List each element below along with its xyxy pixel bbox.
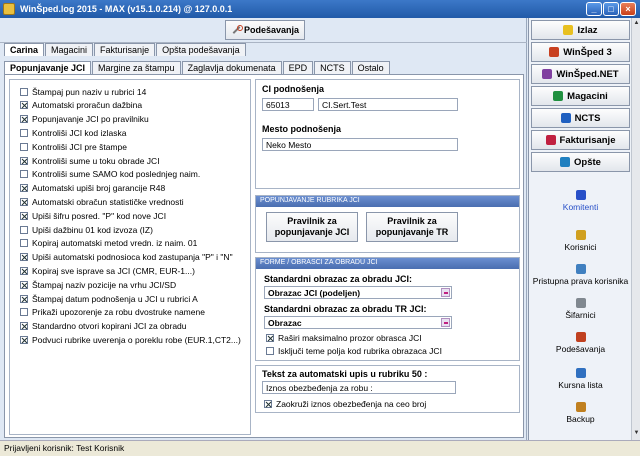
nav-button-label: Opšte bbox=[574, 156, 601, 168]
checkbox-checked[interactable] bbox=[20, 198, 28, 206]
pravilnik-jci-line2: popunjavanje JCI bbox=[274, 227, 350, 237]
rubrika50-label: Tekst za automatski upis u rubriku 50 : bbox=[262, 369, 428, 379]
jci-option-row[interactable] bbox=[20, 252, 233, 263]
nav-button-op-te[interactable] bbox=[531, 152, 630, 172]
checkbox-unchecked[interactable] bbox=[20, 170, 28, 178]
jci-option-label: Kontroliši JCI kod izlaska bbox=[32, 127, 127, 138]
jci-option-row[interactable] bbox=[20, 265, 195, 276]
jci-option-label: Popunjavanje JCI po pravilniku bbox=[32, 114, 149, 125]
rubrika-group-title: POPUNJAVANJE RUBRIKA JCI bbox=[256, 196, 519, 207]
jci-option-label: Podvuci rubrike uverenja o poreklu robe (EUR.1,CT2...) bbox=[32, 334, 241, 345]
iskljuci-teme-label: Isključi teme polja kod rubrika obrazaca JCI bbox=[278, 345, 442, 356]
jci-option-label: Štampaj pun naziv u rubrici 14 bbox=[32, 86, 147, 97]
jci-option-row[interactable] bbox=[20, 114, 149, 125]
checkbox-checked[interactable] bbox=[20, 322, 28, 330]
window-title: WinŠped.log 2015 - MAX (v15.1.0.214) @ 127.0.0.1 bbox=[20, 4, 233, 14]
mesto-podnosenja-label: Mesto podnošenja bbox=[262, 124, 342, 134]
jci-option-label: Upiši šifru posred. "P" kod nove JCI bbox=[32, 210, 167, 221]
sidebar-item-backup[interactable] bbox=[531, 402, 630, 424]
nav-button-label: Fakturisanje bbox=[559, 134, 616, 146]
jci-settings-panel bbox=[4, 74, 524, 438]
ncts-icon bbox=[561, 113, 571, 123]
pravilnik-tr-line1: Pravilnik za bbox=[387, 216, 437, 226]
sidebar-item-kursna-lista[interactable] bbox=[531, 368, 630, 390]
jci-option-row[interactable] bbox=[20, 155, 160, 166]
checkbox-checked[interactable] bbox=[20, 267, 28, 275]
warehouse-icon bbox=[553, 91, 563, 101]
jci-option-label: Štampaj naziv pozicije na vrhu JCI/SD bbox=[32, 279, 177, 290]
net-icon bbox=[542, 69, 552, 79]
exit-icon bbox=[563, 25, 573, 35]
sidebar-item-label: Korisnici bbox=[564, 242, 597, 252]
status-text: Prijavljeni korisnik: Test Korisnik bbox=[4, 443, 125, 453]
jci-option-row[interactable] bbox=[20, 183, 165, 194]
settings-header bbox=[225, 20, 305, 40]
pravilnik-tr-button[interactable] bbox=[366, 212, 458, 242]
tab-zaglavlja[interactable]: Zaglavlja dokumenata bbox=[182, 61, 282, 74]
nav-button-label: Magacini bbox=[567, 90, 608, 102]
wrench-icon bbox=[231, 25, 241, 35]
sidebar-item-label: Backup bbox=[566, 414, 595, 424]
jci-option-label: Automatski obračun statističke vrednosti bbox=[32, 196, 184, 207]
mesto-podnosenja-field[interactable]: Neko Mesto bbox=[262, 138, 458, 151]
settings-header-label: Podešavanja bbox=[243, 25, 300, 35]
tr-form-select[interactable] bbox=[264, 316, 452, 329]
pravilnik-jci-button[interactable] bbox=[266, 212, 358, 242]
app-icon bbox=[3, 3, 15, 15]
checkbox-checked[interactable] bbox=[20, 101, 28, 109]
sidebar-item-pristupna-prava-korisnika[interactable] bbox=[531, 264, 630, 286]
nav-button-label: Izlaz bbox=[577, 24, 598, 36]
exchange-rate-icon bbox=[576, 368, 586, 378]
jci-option-row[interactable] bbox=[20, 169, 200, 180]
ci-podnosenja-panel bbox=[255, 79, 520, 189]
jci-option-label: Automatski proračun dažbina bbox=[32, 100, 143, 111]
forme-group-title: FORME / OBRASCI ZA OBRADU JCI bbox=[256, 258, 519, 269]
zaokruzi-iznos-label: Zaokruži iznos obezbeđenja na ceo broj bbox=[276, 398, 427, 409]
jci-option-row[interactable] bbox=[20, 127, 126, 138]
jci-form-label: Standardni obrazac za obradu JCI: bbox=[264, 274, 413, 284]
jci-option-label: Kontroliši JCI pre štampe bbox=[32, 141, 127, 152]
zaokruzi-iznos-option[interactable] bbox=[264, 398, 426, 409]
checkbox-unchecked[interactable] bbox=[20, 226, 28, 234]
scroll-up-icon[interactable]: ▲ bbox=[633, 20, 640, 26]
nav-button-label: WinŠped 3 bbox=[563, 46, 612, 58]
rubrika50-panel bbox=[255, 365, 520, 413]
ci-name-field[interactable]: CI.Sert.Test bbox=[318, 98, 458, 111]
tab-carina[interactable]: Carina bbox=[4, 43, 44, 56]
checkbox-checked[interactable] bbox=[20, 115, 28, 123]
main-tabs bbox=[4, 43, 247, 56]
settings-icon bbox=[576, 332, 586, 342]
scroll-down-icon[interactable]: ▼ bbox=[633, 430, 640, 436]
rubrika50-field[interactable]: Iznos obezbeđenja za robu : bbox=[262, 381, 456, 394]
jci-option-row[interactable] bbox=[20, 238, 197, 249]
status-bar bbox=[0, 440, 640, 456]
jci-option-label: Kontroliši sume u toku obrade JCI bbox=[32, 155, 160, 166]
jci-form-value: Obrazac JCI (podeljen) bbox=[268, 288, 361, 298]
users-icon bbox=[576, 230, 586, 240]
access-rights-icon bbox=[576, 264, 586, 274]
jci-option-row[interactable] bbox=[20, 224, 153, 235]
nav-button-win-ped-3[interactable] bbox=[531, 42, 630, 62]
checkbox-checked[interactable] bbox=[20, 295, 28, 303]
tab-popunjavanje-jci[interactable]: Popunjavanje JCI bbox=[4, 61, 91, 74]
jci-option-row[interactable] bbox=[20, 86, 146, 97]
minimize-button[interactable]: _ bbox=[586, 2, 602, 16]
jci-option-label: Kontroliši sume SAMO kod poslednjeg naim. bbox=[32, 169, 201, 180]
jci-option-label: Upiši dažbinu 01 kod izvoza (IZ) bbox=[32, 224, 153, 235]
checkbox-checked[interactable] bbox=[20, 212, 28, 220]
sidebar-item-label: Komitenti bbox=[562, 202, 599, 212]
jci-option-row[interactable] bbox=[20, 334, 241, 345]
jci-option-label: Upiši automatski podnosioca kod zastupanja "P" i "N" bbox=[32, 252, 233, 263]
dropdown-icon[interactable] bbox=[441, 288, 450, 297]
main-area bbox=[0, 18, 527, 440]
checkbox-unchecked[interactable] bbox=[20, 88, 28, 96]
pravilnik-tr-line2: popunjavanje TR bbox=[375, 227, 449, 237]
jci-option-label: Kopiraj automatski metod vredn. iz naim. 01 bbox=[32, 238, 198, 249]
checkbox-checked[interactable] bbox=[20, 253, 28, 261]
jci-option-row[interactable] bbox=[20, 321, 187, 332]
sidebar-item-label: Kursna lista bbox=[558, 380, 603, 390]
jci-option-row[interactable] bbox=[20, 210, 166, 221]
jci-option-label: Standardno otvori kopirani JCI za obradu bbox=[32, 321, 187, 332]
rasiri-prozor-option[interactable] bbox=[266, 332, 422, 343]
sub-tabs bbox=[4, 61, 391, 74]
jci-option-label: Štampaj datum podnošenja u JCI u rubrici A bbox=[32, 293, 198, 304]
nav-button-ncts[interactable] bbox=[531, 108, 630, 128]
iskljuci-teme-option[interactable] bbox=[266, 345, 442, 356]
sidebar-scrollbar[interactable] bbox=[631, 18, 640, 440]
jci-option-row[interactable] bbox=[20, 100, 142, 111]
sidebar-item--ifarnici[interactable] bbox=[531, 298, 630, 320]
checkbox-checked[interactable] bbox=[266, 334, 274, 342]
sidebar-item-label: Šifarnici bbox=[565, 310, 596, 320]
general-icon bbox=[560, 157, 570, 167]
sidebar-item-korisnici[interactable] bbox=[531, 230, 630, 252]
checkbox-checked[interactable] bbox=[20, 281, 28, 289]
backup-icon bbox=[576, 402, 586, 412]
jci-option-row[interactable] bbox=[20, 279, 176, 290]
tab-opsta-podesavanja[interactable]: Opšta podešavanja bbox=[156, 43, 246, 56]
dropdown-icon[interactable] bbox=[441, 318, 450, 327]
clients-icon bbox=[576, 190, 586, 200]
winsped-icon bbox=[549, 47, 559, 57]
checkbox-unchecked[interactable] bbox=[20, 239, 28, 247]
nav-button-win-ped-net[interactable] bbox=[531, 64, 630, 84]
tab-magacini[interactable]: Magacini bbox=[45, 43, 93, 56]
sidebar-item-label: Podešavanja bbox=[555, 344, 606, 354]
maximize-button[interactable]: □ bbox=[603, 2, 619, 16]
checkbox-unchecked[interactable] bbox=[20, 143, 28, 151]
tr-form-value: Obrazac bbox=[268, 318, 302, 328]
checkbox-checked[interactable] bbox=[20, 184, 28, 192]
nav-button-izlaz[interactable] bbox=[531, 20, 630, 40]
jci-option-row[interactable] bbox=[20, 307, 205, 318]
sidebar-item-label: Pristupna prava korisnika bbox=[532, 276, 629, 286]
ci-podnosenja-label: CI podnošenja bbox=[262, 84, 325, 94]
jci-option-row[interactable] bbox=[20, 196, 184, 207]
nav-button-fakturisanje[interactable] bbox=[531, 130, 630, 150]
checkbox-unchecked[interactable] bbox=[20, 308, 28, 316]
tab-ostalo[interactable]: Ostalo bbox=[352, 61, 390, 74]
sidebar-item-komitenti[interactable] bbox=[531, 190, 630, 212]
jci-option-row[interactable] bbox=[20, 141, 127, 152]
forme-group bbox=[255, 257, 520, 361]
sidebar-item-pode-avanja[interactable] bbox=[531, 332, 630, 354]
checkbox-unchecked[interactable] bbox=[266, 347, 274, 355]
jci-option-label: Automatski upiši broj garancije R48 bbox=[32, 183, 166, 194]
title-bar bbox=[0, 0, 640, 18]
checkbox-checked[interactable] bbox=[20, 336, 28, 344]
rubrika-group bbox=[255, 195, 520, 253]
jci-option-row[interactable] bbox=[20, 293, 198, 304]
tab-epd[interactable]: EPD bbox=[283, 61, 314, 74]
pravilnik-jci-line1: Pravilnik za bbox=[287, 216, 337, 226]
tr-form-label: Standardni obrazac za obradu TR JCI: bbox=[264, 304, 427, 314]
close-button[interactable]: × bbox=[620, 2, 636, 16]
checkbox-checked[interactable] bbox=[20, 157, 28, 165]
nav-button-magacini[interactable] bbox=[531, 86, 630, 106]
nav-button-label: WinŠped.NET bbox=[556, 68, 619, 80]
tab-margine[interactable]: Margine za štampu bbox=[92, 61, 181, 74]
rasiri-prozor-label: Raširi maksimalno prozor obrasca JCI bbox=[278, 332, 422, 343]
invoice-icon bbox=[546, 135, 556, 145]
jci-form-select[interactable] bbox=[264, 286, 452, 299]
jci-option-label: Prikaži upozorenje za robu dvostruke namene bbox=[32, 307, 205, 318]
sidebar bbox=[528, 18, 640, 440]
tab-fakturisanje[interactable]: Fakturisanje bbox=[94, 43, 155, 56]
checkbox-checked[interactable] bbox=[264, 400, 272, 408]
checkbox-unchecked[interactable] bbox=[20, 129, 28, 137]
codebooks-icon bbox=[576, 298, 586, 308]
nav-button-label: NCTS bbox=[574, 112, 601, 124]
tab-ncts[interactable]: NCTS bbox=[314, 61, 351, 74]
jci-options-list bbox=[9, 79, 251, 435]
jci-option-label: Kopiraj sve isprave sa JCI (CMR, EUR-1...) bbox=[32, 265, 195, 276]
ci-code-field[interactable]: 65013 bbox=[262, 98, 314, 111]
